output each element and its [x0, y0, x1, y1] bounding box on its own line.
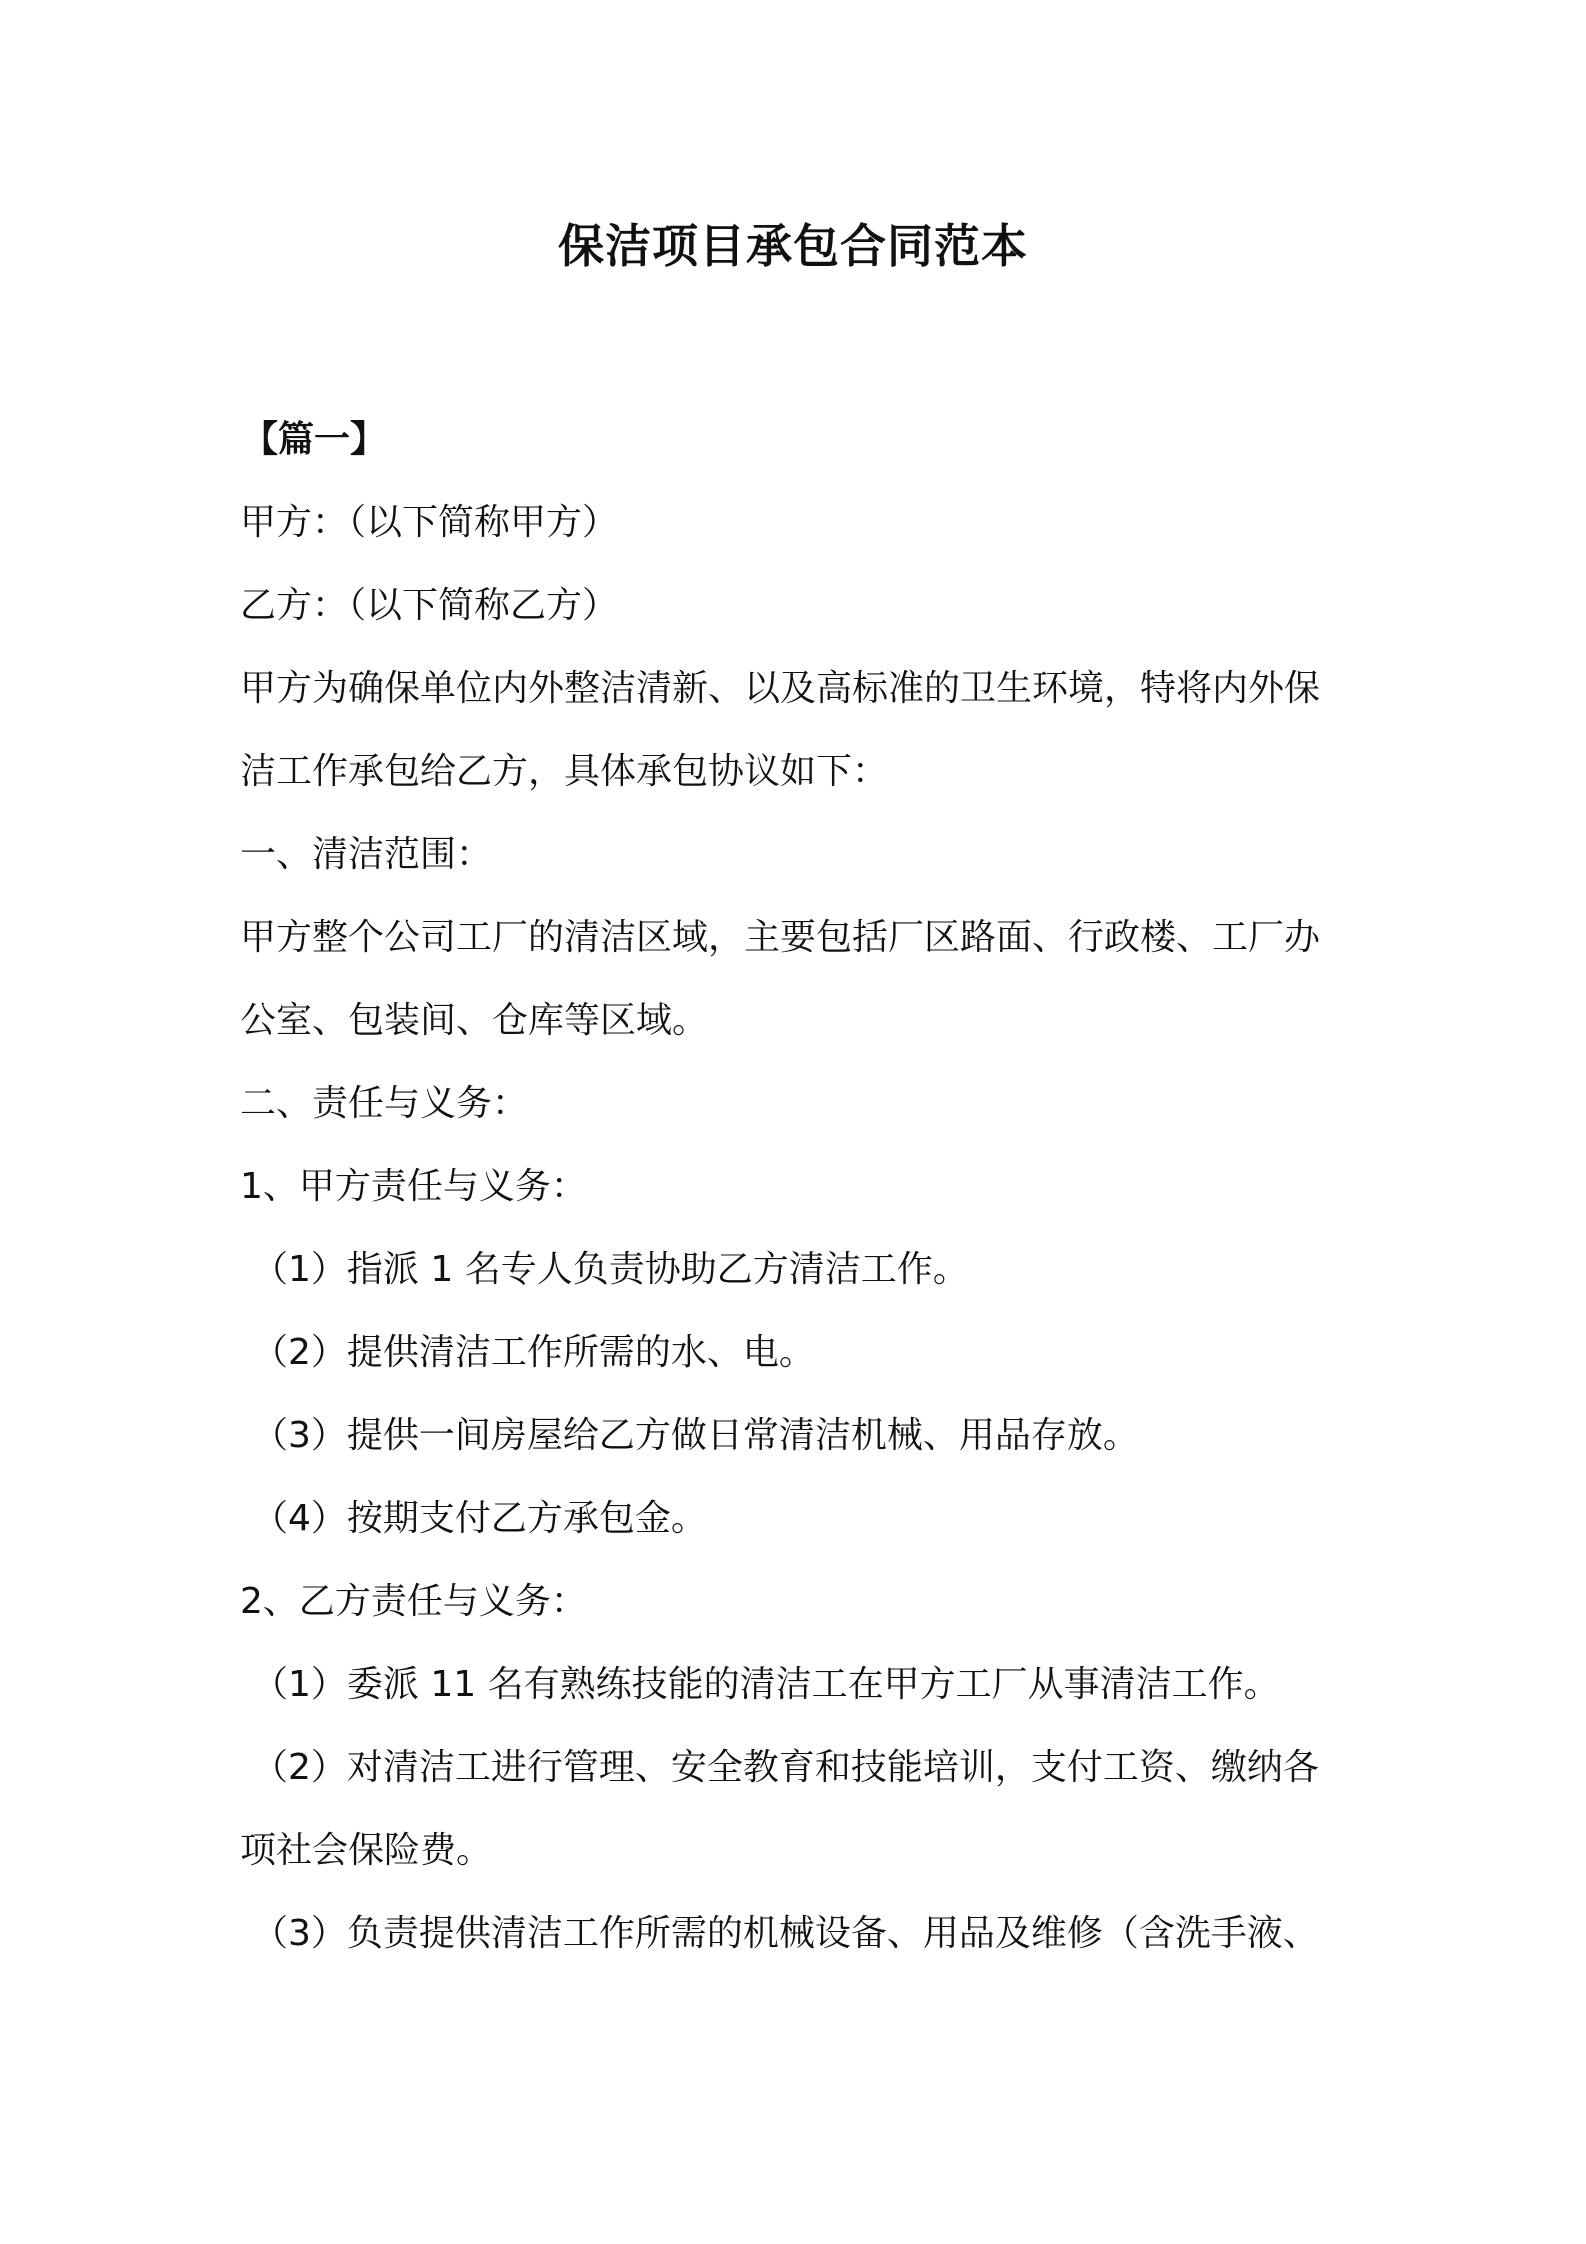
heading-responsibilities: 二、责任与义务：: [240, 1083, 529, 1124]
party-b-item-2-line-1: （2）对清洁工进行管理、安全教育和技能培训，支付工资、缴纳各: [252, 1747, 1319, 1788]
party-a-item-1: （1）指派 1 名专人负责协助乙方清洁工作。: [252, 1249, 969, 1290]
subheading-party-a-duties: 1、甲方责任与义务：: [240, 1166, 587, 1207]
scope-line-1: 甲方整个公司工厂的清洁区域，主要包括厂区路面、行政楼、工厂办: [240, 917, 1321, 958]
party-a-item-4: （4）按期支付乙方承包金。: [252, 1498, 707, 1539]
intro-line-2: 洁工作承包给乙方，具体承包协议如下：: [240, 751, 889, 792]
party-b-line: 乙方：（以下简称乙方）: [240, 585, 619, 626]
heading-cleaning-scope: 一、清洁范围：: [240, 834, 493, 875]
document-title: 保洁项目承包合同范本: [558, 219, 1028, 273]
scope-line-2: 公室、包装间、仓库等区域。: [240, 1000, 709, 1041]
subheading-party-b-duties: 2、乙方责任与义务：: [240, 1581, 587, 1622]
party-b-item-3: （3）负责提供清洁工作所需的机械设备、用品及维修（含洗手液、: [252, 1913, 1319, 1954]
section-tag: 【篇一】: [242, 419, 387, 460]
party-a-item-3: （3）提供一间房屋给乙方做日常清洁机械、用品存放。: [252, 1415, 1139, 1456]
party-a-item-2: （2）提供清洁工作所需的水、电。: [252, 1332, 815, 1373]
party-b-item-2-line-2: 项社会保险费。: [240, 1830, 493, 1871]
party-a-line: 甲方：（以下简称甲方）: [240, 502, 619, 543]
intro-line-1: 甲方为确保单位内外整洁清新、以及高标准的卫生环境，特将内外保: [240, 668, 1321, 709]
party-b-item-1: （1）委派 11 名有熟练技能的清洁工在甲方工厂从事清洁工作。: [252, 1664, 1280, 1705]
